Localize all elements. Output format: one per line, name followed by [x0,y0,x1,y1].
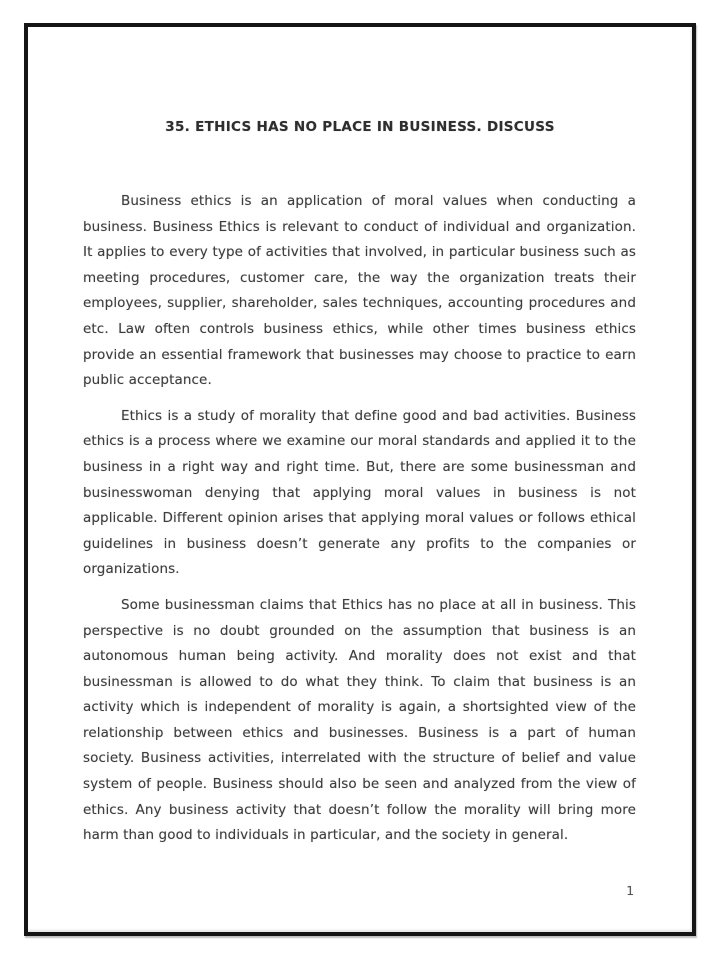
paragraph-3: Some businessman claims that Ethics has no place at all in business. This perspective is no doubt grounded on the assumption that business is an autonomous human being activity. And morality does not exist and that businessman is allowed to do what they think. To claim that business is an activity which is independent of morality is again, a shortsighted view of the relationship between ethics and businesses. Business is a part of human society. Business activities, interrelated with the structure of belief and value system of people. Business should also be seen and analyzed from the view of ethics. Any business activity that doesn’t follow the morality will bring more harm than good to individuals in particular, and the society in general. [83,596,636,844]
paragraph-2: Ethics is a study of morality that define good and bad activities. Business ethics is a process where we examine our moral standards and applied it to the business in a right way and right time. But, there are some businessman and businesswoman denying that applying moral values in business is not applicable. Different opinion arises that applying moral values or follows ethical guidelines in business doesn’t generate any profits to the companies or organizations. [83,407,636,578]
document-body [28,189,692,849]
document-page [24,23,696,936]
paragraph-1: Business ethics is an application of moral values when conducting a business. Business Ethics is relevant to conduct of individual and organization. It applies to every type of activities that involved, in particular business such as meeting procedures, customer care, the way the organization treats their employees, supplier, shareholder, sales techniques, accounting procedures and etc. Law often controls business ethics, while other times business ethics provide an essential framework that businesses may choose to practice to earn public acceptance. [83,193,636,389]
document-title: 35. ETHICS HAS NO PLACE IN BUSINESS. DISCUSS [165,119,555,135]
page-number: 1 [626,884,634,898]
